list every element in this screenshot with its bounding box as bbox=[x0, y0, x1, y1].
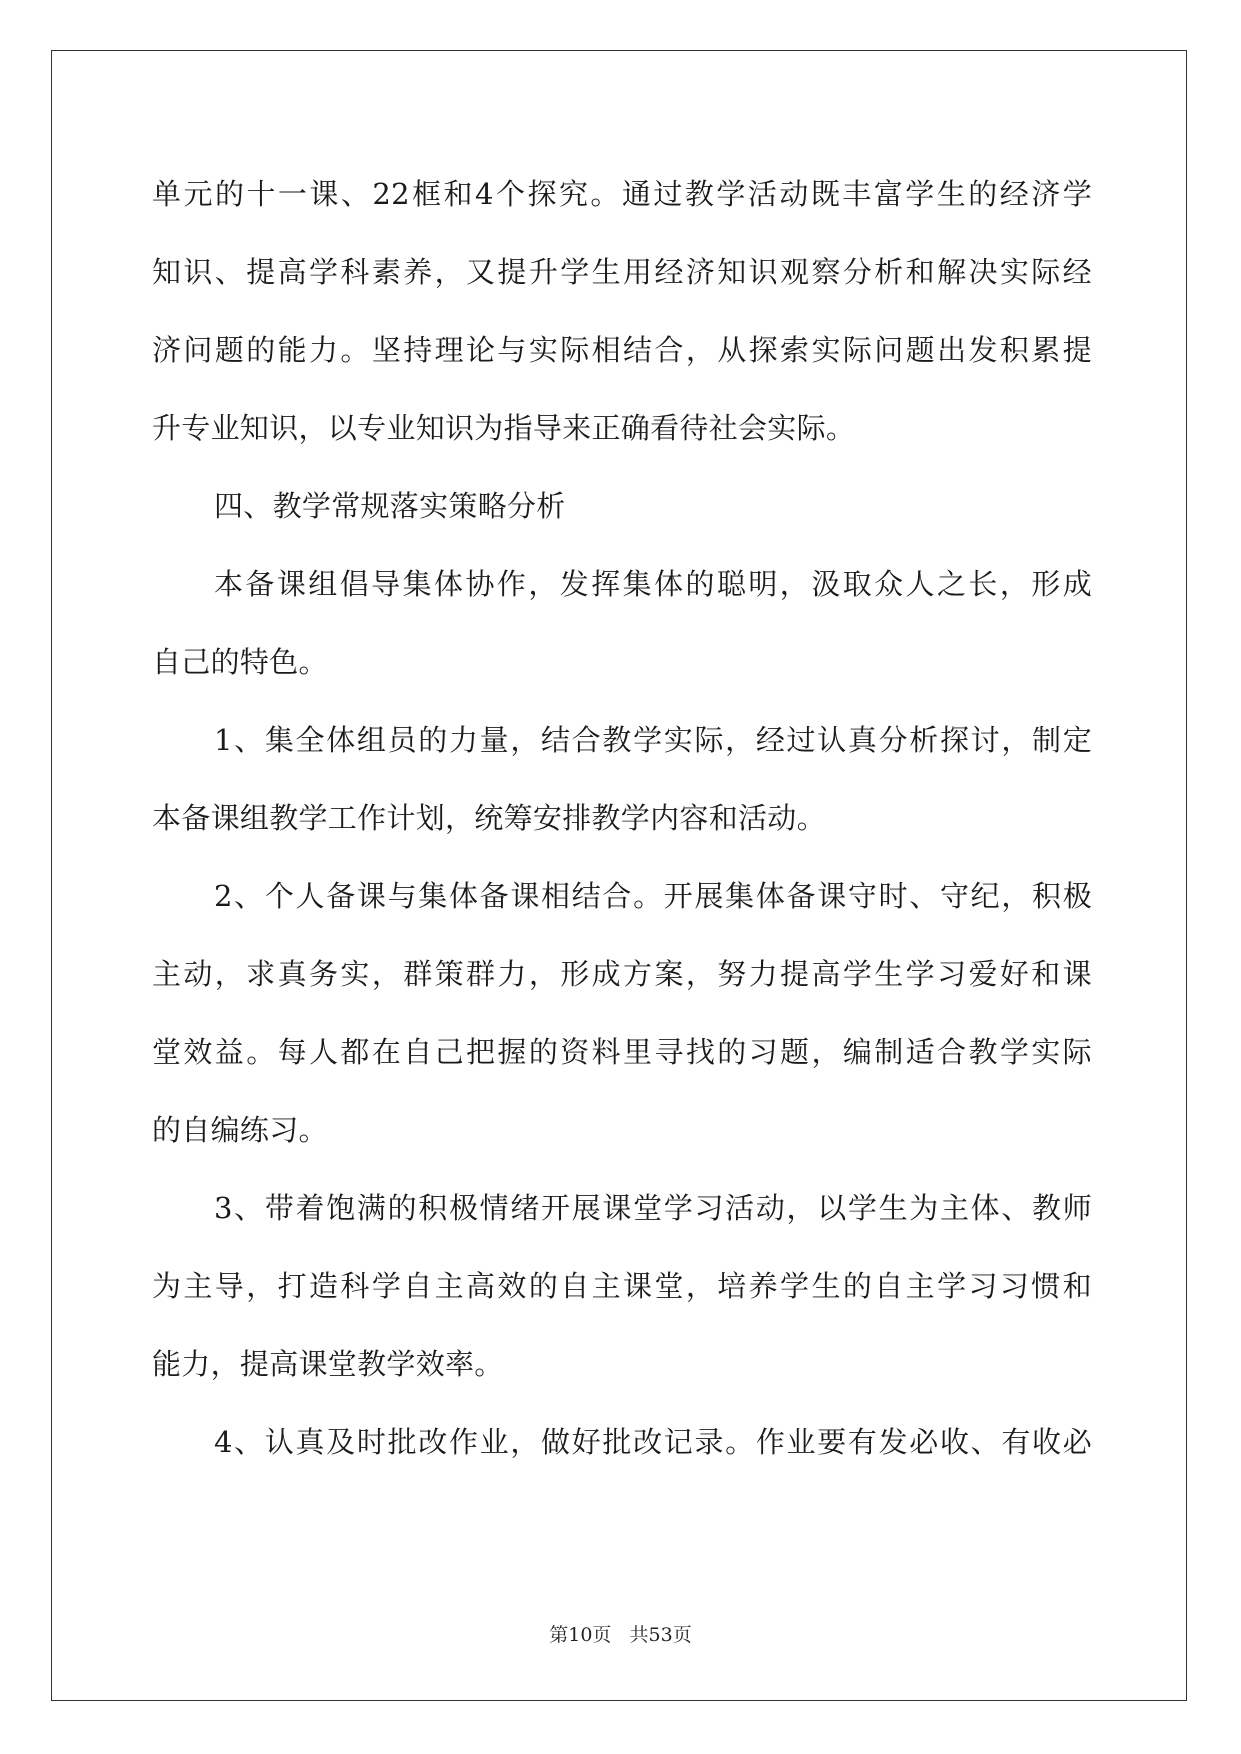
page-number-label: 第10页 共53页 bbox=[549, 1624, 692, 1646]
text-line: 本备课组教学工作计划，统筹安排教学内容和活动。 bbox=[152, 801, 826, 835]
text-line: 本备课组倡导集体协作，发挥集体的聪明，汲取众人之长，形成 bbox=[214, 567, 1092, 601]
text-line: 3、带着饱满的积极情绪开展课堂学习活动，以学生为主体、教师 bbox=[214, 1191, 1092, 1225]
text-line: 为主导，打造科学自主高效的自主课堂，培养学生的自主学习习惯和 bbox=[152, 1269, 1092, 1303]
text-line: 堂效益。每人都在自己把握的资料里寻找的习题，编制适合教学实际 bbox=[152, 1035, 1092, 1069]
text-line: 升专业知识，以专业知识为指导来正确看待社会实际。 bbox=[152, 411, 856, 445]
text-line: 1、集全体组员的力量，结合教学实际，经过认真分析探讨，制定 bbox=[214, 723, 1092, 757]
text-line: 2、个人备课与集体备课相结合。开展集体备课守时、守纪，积极 bbox=[214, 879, 1092, 913]
text-line: 知识、提高学科素养，又提升学生用经济知识观察分析和解决实际经 bbox=[152, 255, 1092, 289]
text-line: 主动，求真务实，群策群力，形成方案，努力提高学生学习爱好和课 bbox=[152, 957, 1092, 991]
text-line: 4、认真及时批改作业，做好批改记录。作业要有发必收、有收必 bbox=[214, 1425, 1092, 1459]
text-line: 济问题的能力。坚持理论与实际相结合，从探索实际问题出发积累提 bbox=[152, 333, 1092, 367]
section-heading: 四、教学常规落实策略分析 bbox=[214, 489, 566, 523]
text-line: 能力，提高课堂教学效率。 bbox=[152, 1347, 504, 1381]
text-line: 单元的十一课、22框和4个探究。通过教学活动既丰富学生的经济学 bbox=[152, 177, 1092, 211]
page-footer bbox=[0, 1623, 1241, 1647]
text-line: 的自编练习。 bbox=[152, 1113, 328, 1147]
document-body bbox=[152, 155, 1092, 1481]
text-line: 自己的特色。 bbox=[152, 645, 328, 679]
